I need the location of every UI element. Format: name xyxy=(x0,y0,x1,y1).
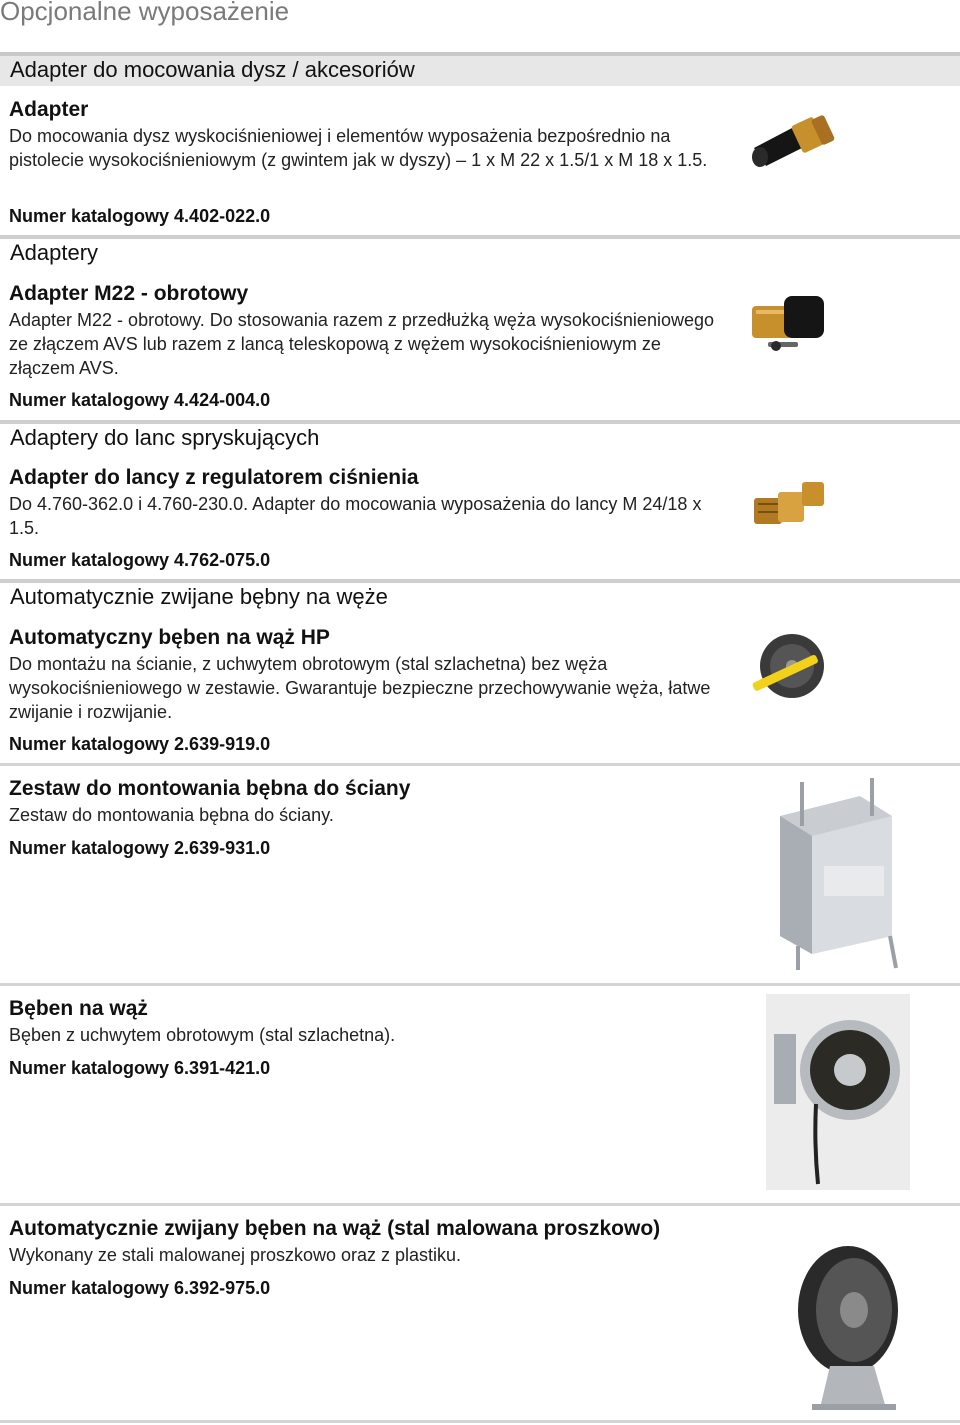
item-desc-steel-reel: Bęben z uchwytem obrotowym (stal szlachetna). xyxy=(9,1025,396,1045)
item-title-adapter-m22: Adapter M22 - obrotowy xyxy=(9,282,249,305)
section-header-nozzle-adapter xyxy=(0,52,960,86)
section-heading: Adaptery xyxy=(10,240,99,265)
item-title-steel-reel: Bęben na wąż xyxy=(9,997,148,1020)
nozzle-adapter-icon xyxy=(748,110,838,174)
item-desc-powder-reel: Wykonany ze stali malowanej proszkowo oraz z plastiku. xyxy=(9,1245,462,1265)
divider xyxy=(0,1203,960,1206)
item-desc-wall-kit: Zestaw do montowania bębna do ściany. xyxy=(9,805,334,825)
item-number-adapter: Numer katalogowy 4.402-022.0 xyxy=(9,206,271,226)
item-desc-adapter: Do mocowania dysz wyskociśnieniowej i elementów wyposażenia bezpośrednio na pistolecie wysokociśnieniowym (z gwintem jak w dyszy) – 1 x M 22 x 1.5/1 x M 18 x 1.5. xyxy=(9,126,708,170)
section-heading: Adapter do mocowania dysz / akcesoriów xyxy=(10,57,415,82)
item-desc-adapter-m22: Adapter M22 - obrotowy. Do stosowania razem z przedłużką węża wysokociśnieniowego ze złączem AVS lub razem z lancą teleskopową z wężem wysokociśnieniowym ze złączem AVS. xyxy=(9,310,714,378)
brass-adapter-icon xyxy=(748,476,832,538)
divider xyxy=(0,983,960,986)
item-number-powder-reel: Numer katalogowy 6.392-975.0 xyxy=(9,1278,271,1298)
item-number-adapter-m22: Numer katalogowy 4.424-004.0 xyxy=(9,390,271,410)
item-title-powder-reel: Automatycznie zwijany bęben na wąż (stal malowana proszkowo) xyxy=(9,1217,661,1240)
divider xyxy=(0,1420,960,1423)
item-desc-lance-adapter: Do 4.760-362.0 i 4.760-230.0. Adapter do mocowania wyposażenia do lancy M 24/18 x 1.5. xyxy=(9,494,702,538)
item-title-lance-adapter: Adapter do lancy z regulatorem ciśnienia xyxy=(9,466,419,489)
page-title: Opcjonalne wyposażenie xyxy=(0,0,290,26)
wall-mount-kit-icon xyxy=(772,776,902,972)
item-title-adapter: Adapter xyxy=(9,98,89,121)
section-header-lance-adapters xyxy=(0,420,960,454)
hose-reel-hp-icon xyxy=(748,630,832,706)
powder-coated-reel-icon xyxy=(790,1236,902,1412)
item-number-lance-adapter: Numer katalogowy 4.762-075.0 xyxy=(9,550,271,570)
section-header-hose-reels xyxy=(0,579,960,613)
steel-hose-reel-icon xyxy=(766,994,910,1190)
section-header-adapters xyxy=(0,235,960,269)
divider xyxy=(0,763,960,766)
item-desc-hp-reel: Do montażu na ścianie, z uchwytem obrotowym (stal szlachetna) bez węża wysokociśnieniowego w zestawie. Gwarantuje bezpieczne przechowywanie węża, łatwe zwijanie i rozwijanie. xyxy=(9,654,711,722)
item-number-hp-reel: Numer katalogowy 2.639-919.0 xyxy=(9,734,271,754)
section-heading: Automatycznie zwijane bębny na węże xyxy=(10,584,388,609)
item-number-steel-reel: Numer katalogowy 6.391-421.0 xyxy=(9,1058,271,1078)
item-title-hp-reel: Automatyczny bęben na wąż HP xyxy=(9,626,330,649)
section-heading: Adaptery do lanc spryskujących xyxy=(10,425,320,450)
swivel-adapter-icon xyxy=(748,290,832,362)
item-title-wall-kit: Zestaw do montowania bębna do ściany xyxy=(9,777,411,800)
item-number-wall-kit: Numer katalogowy 2.639-931.0 xyxy=(9,838,271,858)
